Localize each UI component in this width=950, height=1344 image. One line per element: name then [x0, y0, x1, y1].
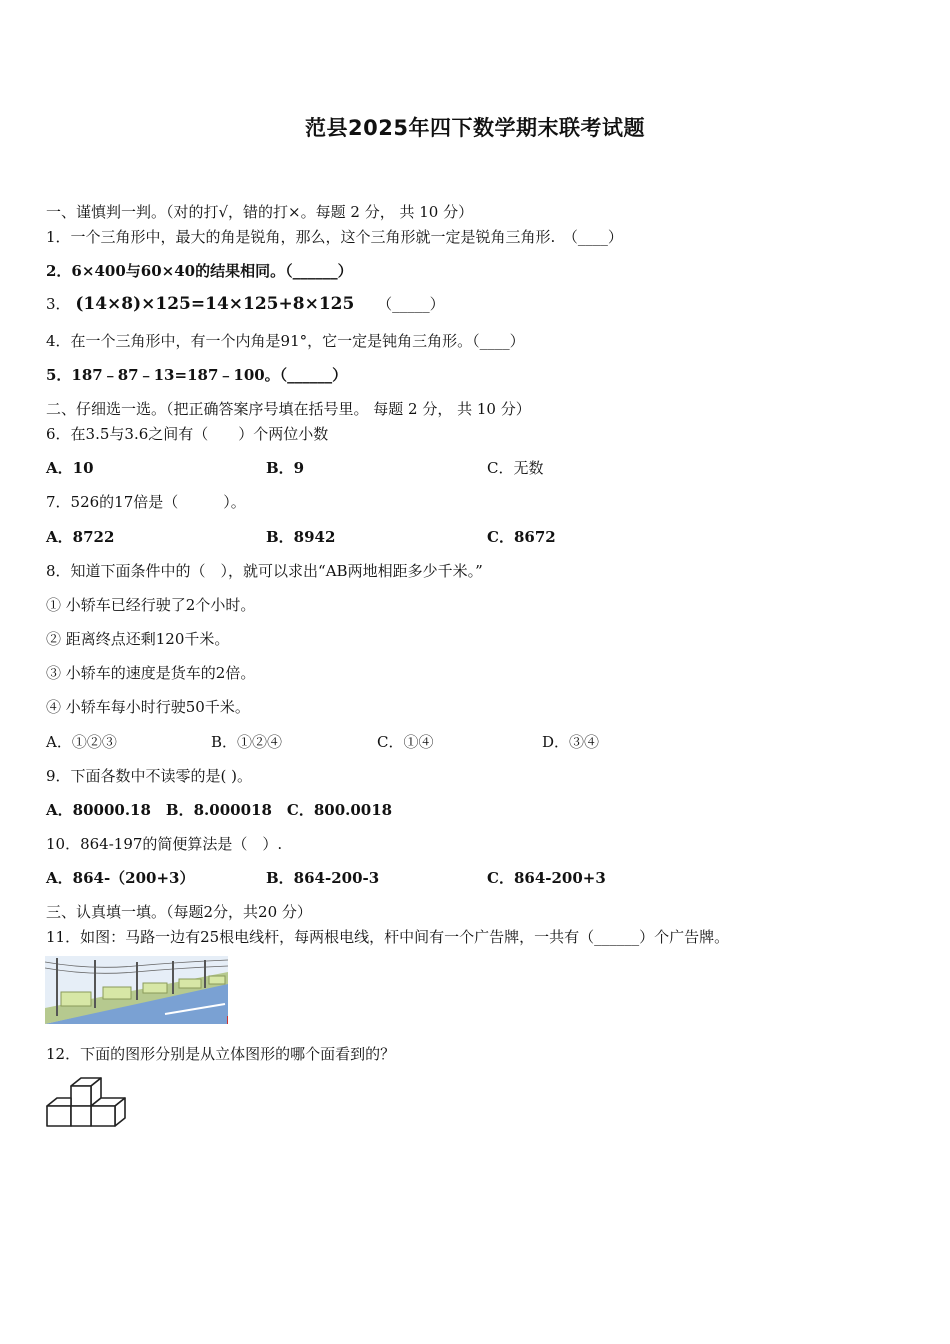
question-3-number: 3．: [46, 295, 71, 313]
question-8-option-c: C．①④: [377, 733, 434, 751]
question-6-option-c: C．无数: [487, 459, 544, 477]
question-8-condition-3: ③ 小轿车的速度是货车的2倍。: [46, 664, 256, 682]
question-11: 11．如图：马路一边有25根电线杆，每两根电线，杆中间有一个广告牌，一共有（______）个广告牌。: [46, 928, 730, 946]
question-8-option-a: A．①②③: [46, 733, 117, 751]
question-8-condition-4: ④ 小轿车每小时行驶50千米。: [46, 698, 250, 716]
question-5: 5．187﹣87﹣13=187﹣100。（______）: [46, 366, 348, 384]
question-10: 10．864-197的简便算法是（ ）.: [46, 835, 283, 853]
question-8-option-d: D．③④: [542, 733, 600, 751]
cube-stack-figure: [45, 1076, 129, 1130]
question-6-option-b: B．9: [266, 459, 305, 477]
question-7-option-a: A．8722: [46, 528, 115, 546]
question-3-blank: （_____）: [377, 295, 445, 313]
question-7-option-c: C．8672: [487, 528, 556, 546]
question-6-option-a: A．10: [46, 459, 94, 477]
question-8-condition-1: ① 小轿车已经行驶了2个小时。: [46, 596, 256, 614]
question-7-option-b: B．8942: [266, 528, 336, 546]
question-10-option-a: A．864-（200+3）: [46, 869, 195, 887]
section-2-header: 二、仔细选一选。（把正确答案序号填在括号里。 每题 2 分， 共 10 分）: [46, 400, 531, 418]
page-title: 范县2025年四下数学期末联考试题: [305, 116, 645, 140]
road-illustration: [45, 956, 228, 1024]
question-8: 8．知道下面条件中的（ ），就可以求出“AB两地相距多少千米。”: [46, 562, 483, 580]
question-8-option-b: B．①②④: [211, 733, 283, 751]
question-10-option-c: C．864-200+3: [487, 869, 606, 887]
question-4: 4．在一个三角形中，有一个内角是91°，它一定是钝角三角形。（____）: [46, 332, 525, 350]
question-6: 6．在3.5与3.6之间有（ ）个两位小数: [46, 425, 329, 443]
question-7: 7．526的17倍是（ ）。: [46, 493, 246, 511]
question-8-condition-2: ② 距离终点还剩120千米。: [46, 630, 230, 648]
section-1-header: 一、谨慎判一判。（对的打√，错的打×。每题 2 分， 共 10 分）: [46, 203, 474, 221]
question-9-options: A．80000.18 B．8.000018 C．800.0018: [46, 801, 393, 819]
question-9: 9．下面各数中不读零的是( )。: [46, 767, 253, 785]
question-3: [46, 294, 445, 314]
question-3-expression: (14×8)×125=14×125+8×125: [75, 294, 355, 314]
question-10-option-b: B．864-200-3: [266, 869, 380, 887]
section-3-header: 三、认真填一填。（每题2分，共20 分）: [46, 903, 312, 921]
question-12: 12．下面的图形分别是从立体图形的哪个面看到的？: [46, 1045, 396, 1063]
question-2: 2．6×400与60×40的结果相同。（______）: [46, 262, 353, 280]
question-1: 1．一个三角形中，最大的角是锐角，那么，这个三角形就一定是锐角三角形. （____）: [46, 228, 623, 246]
